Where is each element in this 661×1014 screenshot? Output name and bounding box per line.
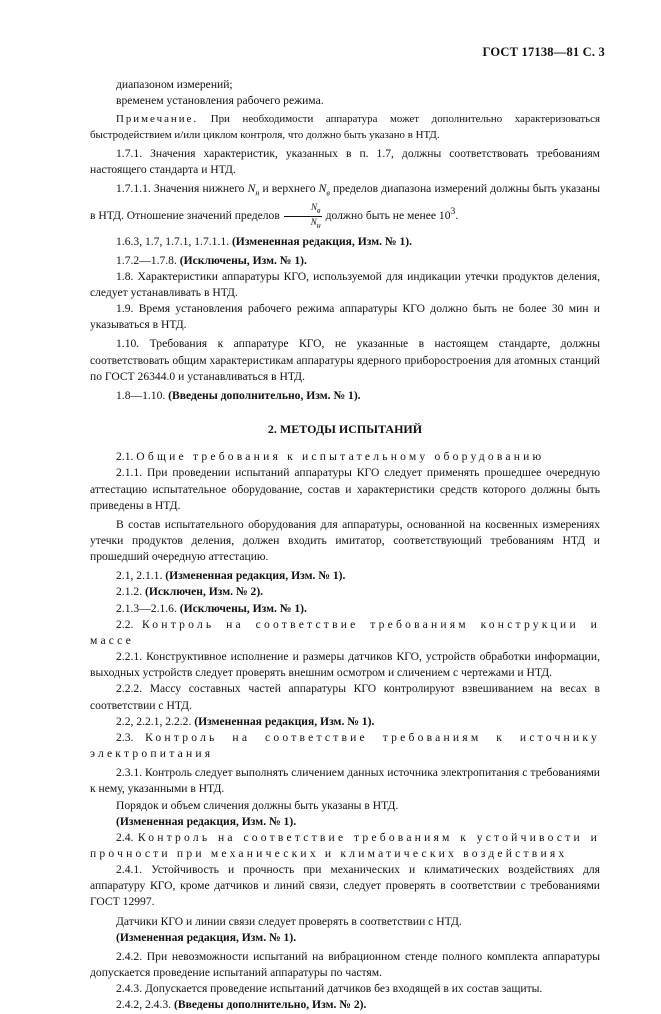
clause-1-8: 1.8. Характеристики аппаратуры КГО, используемой для индикации утечки продуктов деления, следует устанавливать в НТД. bbox=[90, 269, 600, 299]
clause-2-4-1: 2.4.1. Устойчивость и прочность при механических и климатических воздействиях для аппаратуру КГО, кроме датчиков и линий связи, следует проверять в соответствии с требованиями ГОСТ 12997. bbox=[90, 863, 600, 909]
text-part: 1.7.1.1. Значения нижнего bbox=[116, 182, 248, 196]
exponent: 3 bbox=[450, 206, 456, 217]
clause-1-10: 1.10. Требования к аппаратуре КГО, не указанные в настоящем стандарте, должны соответствовать общим характеристикам аппаратуры ядерного приборостроения для атомных станций по ГОСТ 26344.0 и устанавливаться в НТД. bbox=[90, 337, 600, 383]
amendment-note: 1.7.2—1.7.8. (Исключены, Изм. № 1). bbox=[116, 253, 307, 267]
amendment-note: 2.1, 2.1.1. (Измененная редакция, Изм. № 1). bbox=[116, 569, 346, 583]
amendment-note: (Измененная редакция, Изм. № 1). bbox=[116, 814, 297, 828]
clause-2-3-1: 2.3.1. Контроль следует выполнять сличением данных источника электропитания с требованиями к нему, указанными в НТД. bbox=[90, 766, 600, 796]
note-text: При необходимости аппаратура может дополнительно характеризоваться быстродействием и/или циклом контроля, что должно быть указано в НТД. bbox=[90, 113, 600, 141]
amendment-note: 2.4.2, 2.4.3. (Введены дополнительно, Изм. № 2). bbox=[116, 998, 367, 1012]
note bbox=[90, 112, 600, 143]
clause-1-7-1-1: 1.7.1.1. Значения нижнего $N_н$ и верхнего $N_в$ пределов диапазона измерений должны быть указаны в НТД. Отношение значений пределов $\frac{N_в}{N_н}$ должно быть не менее $10^3$. bbox=[90, 182, 600, 230]
clause-2-4: 2.4. Контроль на соответствие требованиям к устойчивости и прочности при механических и климатических воздействиях bbox=[90, 830, 600, 860]
text-line: временем установления рабочего режима. bbox=[116, 94, 324, 108]
clause-2-4-3: 2.4.3. Допускается проведение испытаний датчиков без входящей в их состав защиты. bbox=[116, 982, 543, 996]
amendment-note: 2.1.2. (Исключен, Изм. № 2). bbox=[116, 585, 264, 599]
text-part: и верхнего bbox=[259, 182, 319, 196]
clause-1-7-1: 1.7.1. Значения характеристик, указанных в п. 1.7, должны соответствовать требованиям настоящего стандарта и НТД. bbox=[90, 147, 600, 177]
text-part: пределов диапазона измерений должны быть указаны в НТД. Отношение значений пределов bbox=[90, 182, 600, 222]
ratio-fraction: $\frac{N_в}{N_н}$ bbox=[284, 202, 322, 231]
page-header: ГОСТ 17138—81 С. 3 bbox=[482, 45, 605, 59]
clause-1-9: 1.9. Время установления рабочего режима аппаратуры КГО должно быть не более 30 мин и указываться в НТД. bbox=[90, 302, 600, 332]
clause-2-2-1: 2.2.1. Конструктивное исполнение и размеры датчиков КГО, устройств обработки информации, выходных устройств следует проверять внешним осмотром и сличением с чертежами и НТД. bbox=[90, 650, 600, 680]
text-part: должно быть не менее 10 bbox=[322, 208, 451, 222]
amendment-note: 2.1.3—2.1.6. (Исключены, Изм. № 1). bbox=[116, 601, 307, 615]
symbol-n-lower: $N_н$ bbox=[247, 182, 260, 198]
clause-2-4-2: 2.4.2. При невозможности испытаний на вибрационном стенде полного комплекта аппаратуры допускается проведение испытаний аппаратуры по частям. bbox=[90, 949, 600, 980]
clause-2-1-1: 2.1.1. При проведении испытаний аппаратуры КГО следует применять прошедшее очередную аттестацию испытательное оборудование, состав и характеристики средств которого должны быть приведены в НТД. bbox=[90, 466, 600, 512]
symbol-n-upper: $N_в$ bbox=[318, 182, 330, 198]
note-label: Примечание. bbox=[116, 113, 199, 126]
text-line: диапазоном измерений; bbox=[116, 78, 233, 91]
section-title: 2. МЕТОДЫ ИСПЫТАНИЙ bbox=[267, 422, 423, 437]
amendment-note: 1.8—1.10. (Введены дополнительно, Изм. № 1). bbox=[116, 388, 361, 402]
document-body bbox=[90, 77, 600, 1014]
clause-2-1-1-text: В состав испытательного оборудования для аппаратуры, основанной на косвенных измерениях утечки продуктов деления, должен входить имитатор, соответствующий требованиям НТД и прошедший очередную аттестацию. bbox=[90, 517, 600, 564]
amendment-note: 1.6.3, 1.7, 1.7.1, 1.7.1.1. (Измененная редакция, Изм. № 1). bbox=[116, 234, 413, 248]
amendment-note: 2.2, 2.2.1, 2.2.2. (Измененная редакция, Изм. № 1). bbox=[116, 714, 375, 728]
clause-2-3: 2.3. Контроль на соответствие требованиям к источнику электропитания bbox=[90, 730, 600, 761]
clause-2-4-1-text: Датчики КГО и линии связи следует проверять в соответствии с НТД. bbox=[116, 914, 462, 928]
amendment-note: (Измененная редакция, Изм. № 1). bbox=[116, 930, 297, 944]
clause-2-2: 2.2. Контроль на соответствие требованиям конструкции и массе bbox=[90, 617, 600, 647]
clause-2-3-1-text: Порядок и объем сличения должны быть указаны в НТД. bbox=[116, 798, 399, 812]
clause-2-2-2: 2.2.2. Массу составных частей аппаратуры КГО контролируют взвешиванием на весах в соответствии с НТД. bbox=[90, 682, 600, 712]
clause-2-1: 2.1. Общие требования к испытательному оборудованию bbox=[116, 450, 545, 464]
